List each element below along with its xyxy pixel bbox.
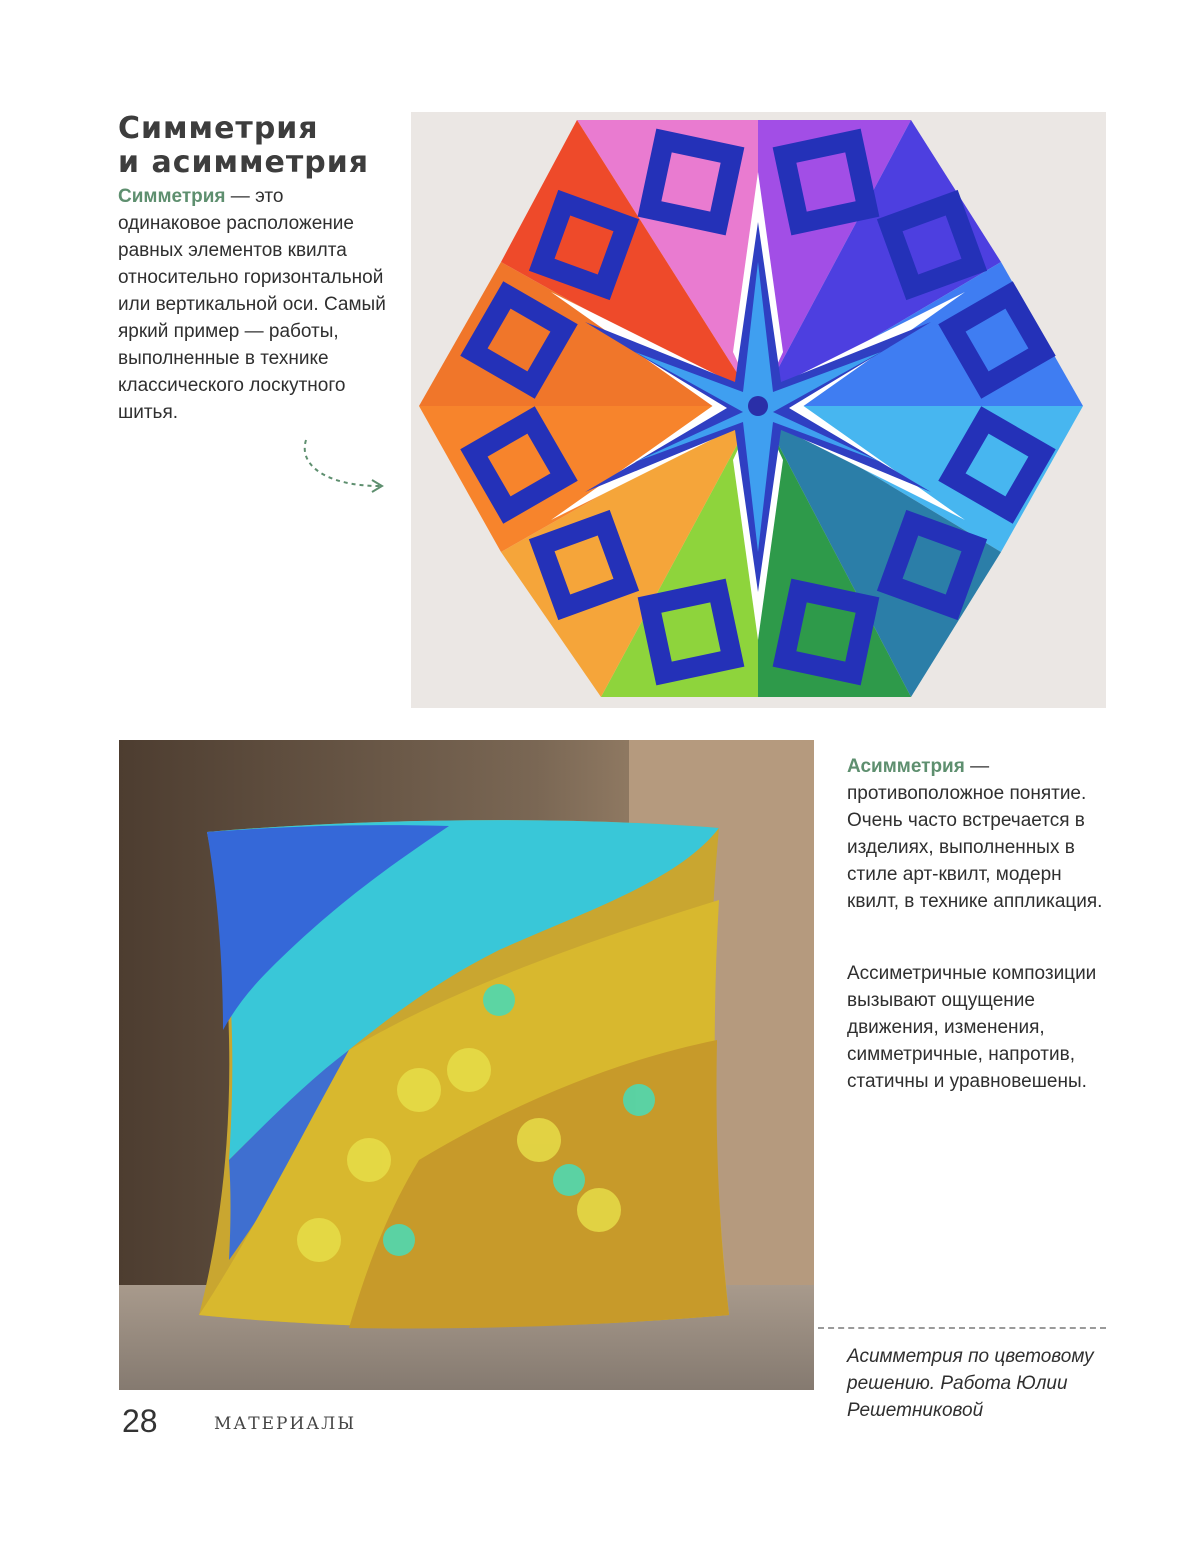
heading-line-2: и асимметрия	[118, 145, 370, 180]
asymmetry-text: — противоположное понятие. Очень часто встречается в изделиях, выполненных в стиле арт-квилт, модерн квилт, в технике аппликация.	[847, 756, 1103, 912]
asymmetry-paragraph-2: Ассиметричные композиции вызывают ощущение движения, изменения, симметричные, напротив, статичны и уравновешены.	[847, 963, 1097, 1092]
asymmetry-term: Асимметрия	[847, 756, 965, 777]
page-heading	[118, 112, 418, 180]
page-number: 28	[122, 1403, 158, 1439]
dashed-arrow-icon	[298, 436, 388, 496]
symmetry-text: — это одинаковое расположение равных элементов квилта относительно горизонтальной или вертикальной оси. Самый яркий пример — работы, выполненные в технике классического лоскутного шитья.	[118, 186, 386, 423]
pillow-illustration	[119, 740, 814, 1390]
heading-line-1: Симметрия	[118, 111, 319, 146]
hexagon-star-quilt-photo	[411, 112, 1106, 708]
asymmetry-paragraph	[847, 753, 1117, 915]
asymmetric-pillow-photo	[119, 740, 814, 1390]
section-name: МАТЕРИАЛЫ	[214, 1414, 357, 1434]
photo-caption: Асимметрия по цветовому решению. Работа Юлии Решетниковой	[847, 1346, 1094, 1421]
quilt-illustration	[411, 112, 1106, 708]
symmetry-paragraph	[118, 183, 388, 426]
caption-divider	[818, 1327, 1106, 1329]
symmetry-term: Симметрия	[118, 186, 226, 207]
